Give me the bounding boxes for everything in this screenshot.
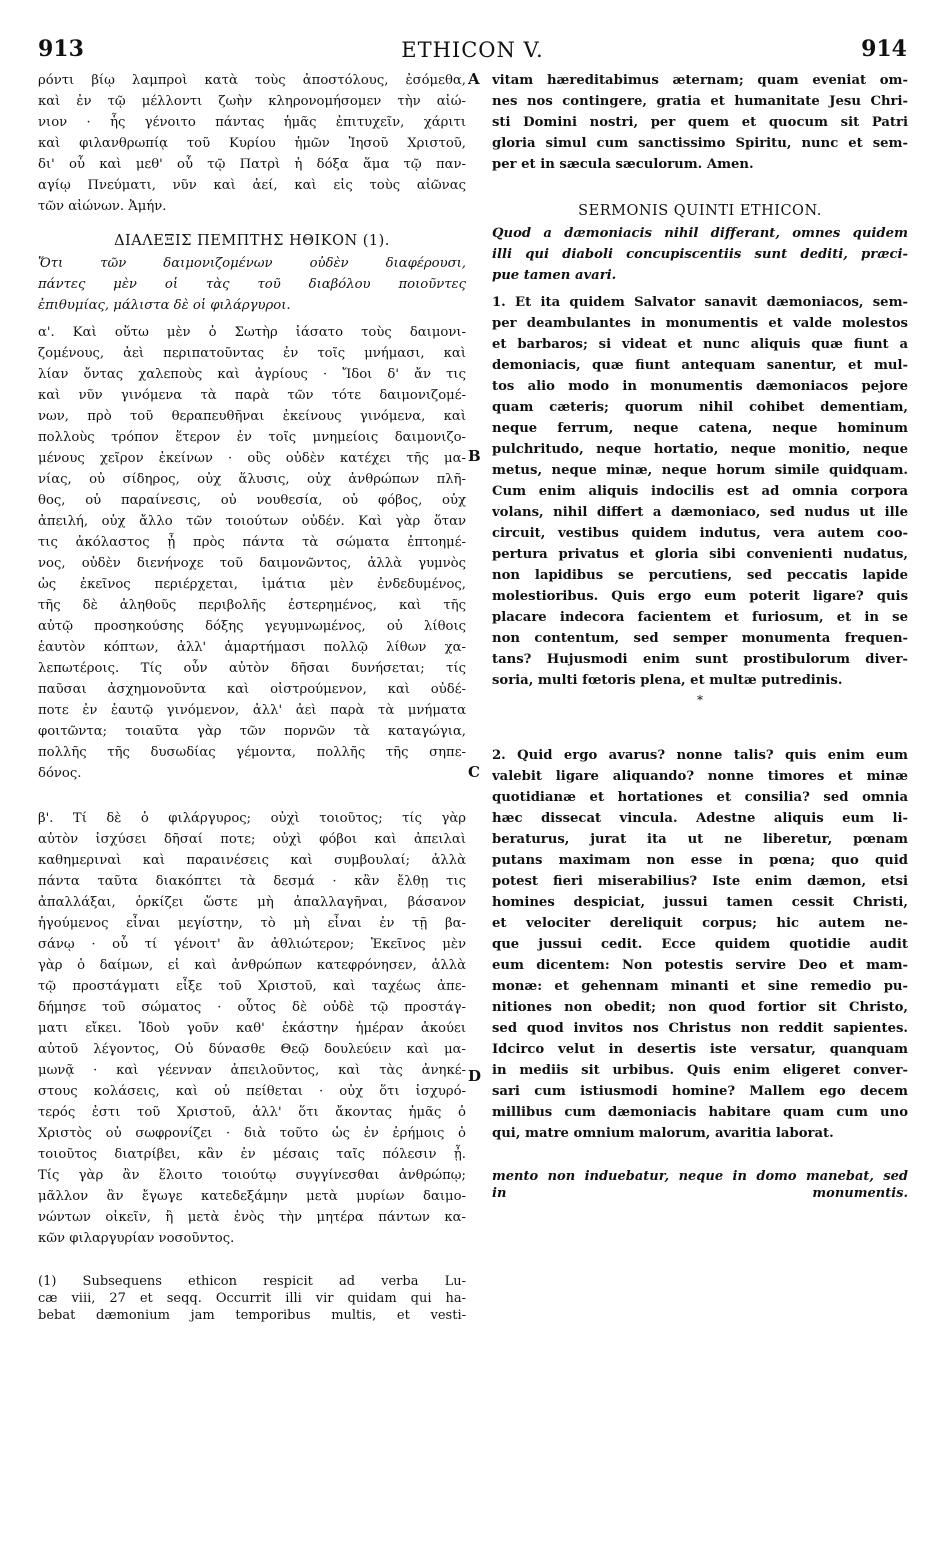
latin-para2-line: millibus cum dæmoniacis habitare quam cum uno bbox=[492, 1105, 908, 1120]
latin-sermon-title: SERMONIS QUINTI ETHICON. bbox=[578, 203, 822, 219]
marker-c: C bbox=[468, 763, 480, 781]
latin-para2-line: quotidianæ et hortationes et consilia? sed omnia bbox=[492, 790, 908, 805]
greek-para1-line: τις ἀκόλαστος ᾖ πρὸς πάντα τὰ σώματα ἐπτοημέ- bbox=[38, 535, 466, 550]
greek-argument-line: πάντες μὲν οἱ τὰς τοῦ διαβόλου ποιοῦντες bbox=[38, 277, 466, 292]
latin-para2-line: sed quod invitos nos Christus non reddit sapientes. bbox=[492, 1021, 908, 1036]
latin-para1-line: pulchritudo, neque hortatio, neque monitio, neque bbox=[492, 442, 908, 457]
greek-intro-line: ρόντι βίῳ λαμπροὶ κατὰ τοὺς ἀποστόλους, ἐσόμεθα, bbox=[38, 73, 466, 88]
latin-para2-line: qui, matre omnium malorum, avaritia laborat. bbox=[492, 1126, 834, 1141]
greek-sermon-title: ΔΙΑΛΕΞΙΣ ΠΕΜΠΤΗΣ ΗΘΙΚΟΝ (1). bbox=[114, 233, 390, 249]
greek-para2-line: β'. Τί δὲ ὁ φιλάργυρος; οὐχὶ τοιοῦτος; τίς γὰρ bbox=[38, 811, 466, 826]
greek-para2-line: πάντα ταῦτα διακόπτει τὰ δεσμά · κἂν ἔλθῃ τις bbox=[38, 874, 466, 889]
greek-footnote-line: bebat dæmonium jam temporibus multis, et vesti- bbox=[38, 1308, 466, 1323]
greek-footnote-line: cæ viii, 27 et seqq. Occurrit illi vir quidam qui ha- bbox=[38, 1291, 466, 1306]
marker-d: D bbox=[468, 1067, 482, 1085]
greek-intro-line: νιον · ἧς γένοιτο πάντας ἡμᾶς ἐπιτυχεῖν, χάριτι bbox=[38, 115, 466, 130]
greek-para1-line: νων, πρὸ τοῦ θεραπευθῆναι ἐκείνους γινόμενα, καὶ bbox=[38, 409, 466, 424]
greek-para1-line: νος, οὐδὲν διενήνοχε τοῦ δαιμονῶντος, ἀλλὰ γυμνὸς bbox=[38, 556, 466, 571]
latin-para1-line: non contentum, sed semper monumenta frequen- bbox=[492, 631, 908, 646]
right-page-number: 914 bbox=[861, 36, 907, 62]
latin-para2-line: homines despiciat, jussui tamen cessit Christi, bbox=[492, 895, 908, 910]
spacer bbox=[492, 721, 908, 733]
latin-para1-line: non lapidibus se percutiens, sed peccatis lapide bbox=[492, 568, 908, 583]
latin-para1-line: et barbaros; si videat et nunc aliquis quæ fiunt a bbox=[492, 337, 908, 352]
latin-para2-line: in mediis sit urbibus. Quis enim eligeret conver- bbox=[492, 1063, 908, 1078]
spacer bbox=[492, 1144, 908, 1156]
latin-para2-line: beraturus, jurat ita ut ne liberetur, pœnam bbox=[492, 832, 908, 847]
spacer bbox=[38, 1261, 466, 1273]
greek-para2-line: καθημεριναὶ καὶ παραινέσεις καὶ συμβουλαί; ἀλλὰ bbox=[38, 853, 466, 868]
greek-intro-line: τῶν αἰώνων. Ἀμήν. bbox=[38, 199, 167, 214]
latin-para2-line: nitiones non obedit; non quod fortior sit Christo, bbox=[492, 1000, 908, 1015]
latin-para2-line: putans maximam non esse in pœna; quo quid bbox=[492, 853, 908, 868]
margin-markers bbox=[466, 0, 492, 1549]
spacer bbox=[38, 217, 466, 229]
latin-para2-line: valebit ligare aliquando? nonne timores et minæ bbox=[492, 769, 908, 784]
spacer bbox=[38, 796, 466, 808]
greek-para1-line: ζομένους, ἀεὶ περιπατοῦντας ἐν τοῖς μνήμασι, καὶ bbox=[38, 346, 466, 361]
greek-para2-line: τῷ προστάγματι εἶξε τοῦ Χριστοῦ, καὶ ταχέως ἀπε- bbox=[38, 979, 466, 994]
greek-para1-line: τῆς δὲ ἀληθοῦς περιβολῆς ἐστερημένος, καὶ τῆς bbox=[38, 598, 466, 613]
greek-para1-line: παῦσαι ἀσχημονοῦντα καὶ οἰστρούμενον, καὶ οὐδέ- bbox=[38, 682, 466, 697]
latin-argument-line: pue tamen avari. bbox=[492, 268, 617, 283]
latin-argument-line: Quod a dæmoniacis nihil differant, omnes quidem bbox=[492, 226, 908, 241]
latin-para1-line: tans? Hujusmodi enim sunt prostibulorum diver- bbox=[492, 652, 908, 667]
greek-para1-line: πολλῆς τῆς δυσωδίας γέμοντα, πολλῆς τῆς σηπε- bbox=[38, 745, 466, 760]
greek-intro-line: καὶ φιλανθρωπίᾳ τοῦ Κυρίου ἡμῶν Ἰησοῦ Χριστοῦ, bbox=[38, 136, 466, 151]
greek-para2-line: αὐτοῦ λέγοντος, Οὐ δύνασθε Θεῷ δουλεύειν καὶ μα- bbox=[38, 1042, 466, 1057]
latin-para1-line: neque ferrum, neque catena, neque hominum bbox=[492, 421, 908, 436]
greek-para1-line: μένους χεῖρον ἐκείνων · οὓς οὐδὲν κατέχει τῆς μα- bbox=[38, 451, 466, 466]
latin-para1-line: 1. Et ita quidem Salvator sanavit dæmoniacos, sem- bbox=[492, 295, 908, 310]
latin-para1-line: metus, neque minæ, neque horum simile quidquam. bbox=[492, 463, 908, 478]
latin-para2-line: sari cum istiusmodi homine? Mallem ego decem bbox=[492, 1084, 908, 1099]
latin-intro-line: nes nos contingere, gratia et humanitate Jesu Chri- bbox=[492, 94, 908, 109]
greek-para1-line: αὐτῷ προσηκούσης δόξης γεγυμνωμένος, οὐ λίθοις bbox=[38, 619, 466, 634]
latin-argument-line: illi qui diaboli concupiscentiis sunt dediti, præci- bbox=[492, 247, 908, 262]
running-head: ETHICON V. bbox=[401, 38, 544, 62]
latin-para1-line: volans, nihil differt a dæmoniaco, sed nudus ut ille bbox=[492, 505, 908, 520]
greek-para2-line: σάνῳ · οὗ τί γένοιτ' ἂν ἀθλιώτερον; Ἐκεῖνος μὲν bbox=[38, 937, 466, 952]
greek-para2-line: τερός ἐστι τοῦ Χριστοῦ, ἀλλ' ὅτι ἄκοντας ἡμᾶς ὁ bbox=[38, 1105, 466, 1120]
greek-para2-line: στους κολάσεις, καὶ οὐ πείθεται · οὐχ ὅτι ἰσχυρό- bbox=[38, 1084, 466, 1099]
greek-para2-line: Χριστὸς οὐ σωφρονίζει · διὰ τοῦτο ὡς ἐν ἐρήμοις ὁ bbox=[38, 1126, 466, 1141]
latin-para1-line: pertura privatus et gloria sibi convenienti nudatus, bbox=[492, 547, 908, 562]
latin-footnote-line: mento non induebatur, neque in domo manebat, sed bbox=[492, 1169, 908, 1184]
greek-argument-line: ἐπιθυμίας, μάλιστα δὲ οἱ φιλάργυροι. bbox=[38, 298, 291, 313]
latin-intro-line: gloria simul cum sanctissimo Spiritu, nunc et sem- bbox=[492, 136, 908, 151]
greek-para2-line: νώντων οἰκεῖν, ἢ μετὰ ἑνὸς τὴν μητέρα πάντων κα- bbox=[38, 1210, 466, 1225]
greek-para1-line: ὡς ἐκεῖνος περιέρχεται, ἱμάτια μὲν ἐνδεδυμένος, bbox=[38, 577, 466, 592]
spacer bbox=[38, 784, 466, 796]
greek-para2-line: κῶν φιλαργυρίαν νοσοῦντος. bbox=[38, 1231, 235, 1246]
latin-para2-line: hæc dissecat vincula. Adestne aliquis eum li- bbox=[492, 811, 908, 826]
greek-intro-line: αγίῳ Πνεύματι, νῦν καὶ ἀεί, καὶ εἰς τοὺς αἰῶνας bbox=[38, 178, 466, 193]
latin-para2-line: que jussui cedit. Ecce quidem quotidie audit bbox=[492, 937, 908, 952]
greek-para2-line: τοιοῦτος διατρίβει, κἂν ἐν μέσαις ταῖς πόλεσιν ᾖ. bbox=[38, 1147, 466, 1162]
greek-argument-line: Ὅτι τῶν δαιμονιζομένων οὐδὲν διαφέρουσι, bbox=[38, 256, 466, 271]
latin-intro-line: vitam hæreditabimus æternam; quam eveniat om- bbox=[492, 73, 908, 88]
spacer bbox=[38, 1249, 466, 1261]
greek-para1-line: πολλοὺς τρόπον ἕτερον ἐν τοῖς μνημείοις δαιμονιζο- bbox=[38, 430, 466, 445]
greek-para1-line: θος, οὐ παραίνεσις, οὐ νουθεσία, οὐ φόβος, οὐχ bbox=[38, 493, 466, 508]
latin-para1-line: molestioribus. Quis ergo eum poterit ligare? quis bbox=[492, 589, 908, 604]
greek-para1-line: α'. Καὶ οὕτω μὲν ὁ Σωτὴρ ἰάσατο τοὺς δαιμονι- bbox=[38, 325, 466, 340]
greek-para2-line: Τίς γὰρ ἂν ἕλοιτο τοιούτῳ συγγίνεσθαι ἀνθρώπῳ; bbox=[38, 1168, 466, 1183]
latin-para2-line: 2. Quid ergo avarus? nonne talis? quis enim eum bbox=[492, 748, 908, 763]
greek-para2-line: ματι εἴκει. Ἰδοὺ γοῦν καθ' ἑκάστην ἡμέραν ἀκούει bbox=[38, 1021, 466, 1036]
greek-para2-line: ἡγούμενος εἶναι μεγίστην, τὸ μὴ εἶναι ἐν τῇ βα- bbox=[38, 916, 466, 931]
latin-para2-line: eum dicentem: Non potestis servire Deo et mam- bbox=[492, 958, 908, 973]
latin-para1-line: quam cæteris; quorum nihil cohibet dementiam, bbox=[492, 400, 908, 415]
latin-para1-line: circuit, vestibus quidem indutus, vera autem coo- bbox=[492, 526, 908, 541]
latin-para2-line: et velociter dereliquit corpus; hic autem ne- bbox=[492, 916, 908, 931]
greek-para1-line: δόνος. bbox=[38, 766, 82, 781]
latin-para2-line: potest fieri miserabilius? Iste enim dæmon, etsi bbox=[492, 874, 908, 889]
greek-para1-line: ἑαυτὸν κόπτων, ἀλλ' ἁμαρτήμασι πολλῷ λίθων χα- bbox=[38, 640, 466, 655]
spacer bbox=[492, 187, 908, 199]
greek-para2-line: γὰρ ὁ δαίμων, εἰ καὶ ἀνθρώπων κατεφρόνησεν, ἀλλὰ bbox=[38, 958, 466, 973]
greek-para1-line: ποτε ἐν ἑαυτῷ γινόμενον, ἀλλ' ἀεὶ παρὰ τὰ μνήματα bbox=[38, 703, 466, 718]
spacer bbox=[492, 709, 908, 721]
left-page-number: 913 bbox=[38, 36, 84, 62]
latin-intro-line: per et in sæcula sæculorum. Amen. bbox=[492, 157, 754, 172]
section-separator: * bbox=[697, 693, 703, 707]
greek-para2-line: αὐτὸν ἰσχύσει δῆσαί ποτε; οὐχὶ φόβοι καὶ ἀπειλαὶ bbox=[38, 832, 466, 847]
marker-b: B bbox=[468, 447, 481, 465]
latin-para1-line: placare indecora facientem et furiosum, et in se bbox=[492, 610, 908, 625]
greek-footnote-line: (1) Subsequens ethicon respicit ad verba Lu- bbox=[38, 1274, 466, 1289]
greek-para2-line: μᾶλλον ἂν ἔγωγε κατεδεξάμην μετὰ μυρίων δαιμο- bbox=[38, 1189, 466, 1204]
greek-para1-line: λεπωτέροις. Τίς οὖν αὐτὸν δῆσαι δυνήσεται; τίς bbox=[38, 661, 466, 676]
greek-intro-line: καὶ ἐν τῷ μέλλοντι ζωὴν κληρονομήσομεν τὴν αἰώ- bbox=[38, 94, 466, 109]
greek-para2-line: ἀπαλλάξαι, ὁρκίζει ὥστε μὴ ἀπαλλαγῆναι, βάσανον bbox=[38, 895, 466, 910]
latin-para1-line: soria, multi fœtoris plena, et multæ putredinis. bbox=[492, 673, 843, 688]
greek-para2-line: δήμησε τοῦ σώματος · οὗτος δὲ οὐδὲ τῷ προστάγ- bbox=[38, 1000, 466, 1015]
marker-a: A bbox=[468, 70, 480, 88]
latin-footnote-line: in monumentis. bbox=[492, 1186, 908, 1201]
greek-para1-line: φοιτῶντα; τοιαῦτα γὰρ τῶν πορνῶν τὰ καταγώγια, bbox=[38, 724, 466, 739]
greek-para1-line: καὶ νῦν γινόμενα τὰ παρὰ τῶν τότε δαιμονιζομέ- bbox=[38, 388, 466, 403]
latin-para2-line: Idcirco velut in desertis iste versatur, quanquam bbox=[492, 1042, 908, 1057]
greek-para1-line: νίας, οὐ σίδηρος, οὐχ ἅλυσις, οὐχ ἀνθρώπων πλῆ- bbox=[38, 472, 466, 487]
latin-para1-line: tos alio modo in monumentis dæmoniacos pejore bbox=[492, 379, 908, 394]
latin-para1-line: demoniacis, quæ fiunt antequam sanentur, et mul- bbox=[492, 358, 908, 373]
latin-para1-line: per deambulantes in monumentis et valde molestos bbox=[492, 316, 908, 331]
greek-intro-line: δι' οὗ καὶ μεθ' οὗ τῷ Πατρὶ ἡ δόξα ἅμα τῷ παν- bbox=[38, 157, 466, 172]
greek-column bbox=[38, 70, 466, 1324]
spacer bbox=[492, 733, 908, 745]
latin-para2-line: monæ: et gehennam minanti et sine remedio pu- bbox=[492, 979, 908, 994]
greek-para2-line: μωνᾷ · καὶ γέενναν ἀπειλοῦντος, καὶ τὰς ἀνηκέ- bbox=[38, 1063, 466, 1078]
latin-para1-line: Cum enim aliquis indocilis est ad omnia corpora bbox=[492, 484, 908, 499]
greek-para1-line: λίαν ὄντας χαλεποὺς καὶ ἀγρίους · Ἴδοι δ' ἄν τις bbox=[38, 367, 466, 382]
spacer bbox=[492, 1156, 908, 1168]
latin-column bbox=[492, 70, 908, 1202]
greek-para1-line: ἀπειλή, οὐχ ἄλλο τῶν τοιούτων οὐδέν. Καὶ γὰρ ὅταν bbox=[38, 514, 466, 529]
spacer bbox=[492, 175, 908, 187]
latin-intro-line: sti Domini nostri, per quem et quocum sit Patri bbox=[492, 115, 908, 130]
